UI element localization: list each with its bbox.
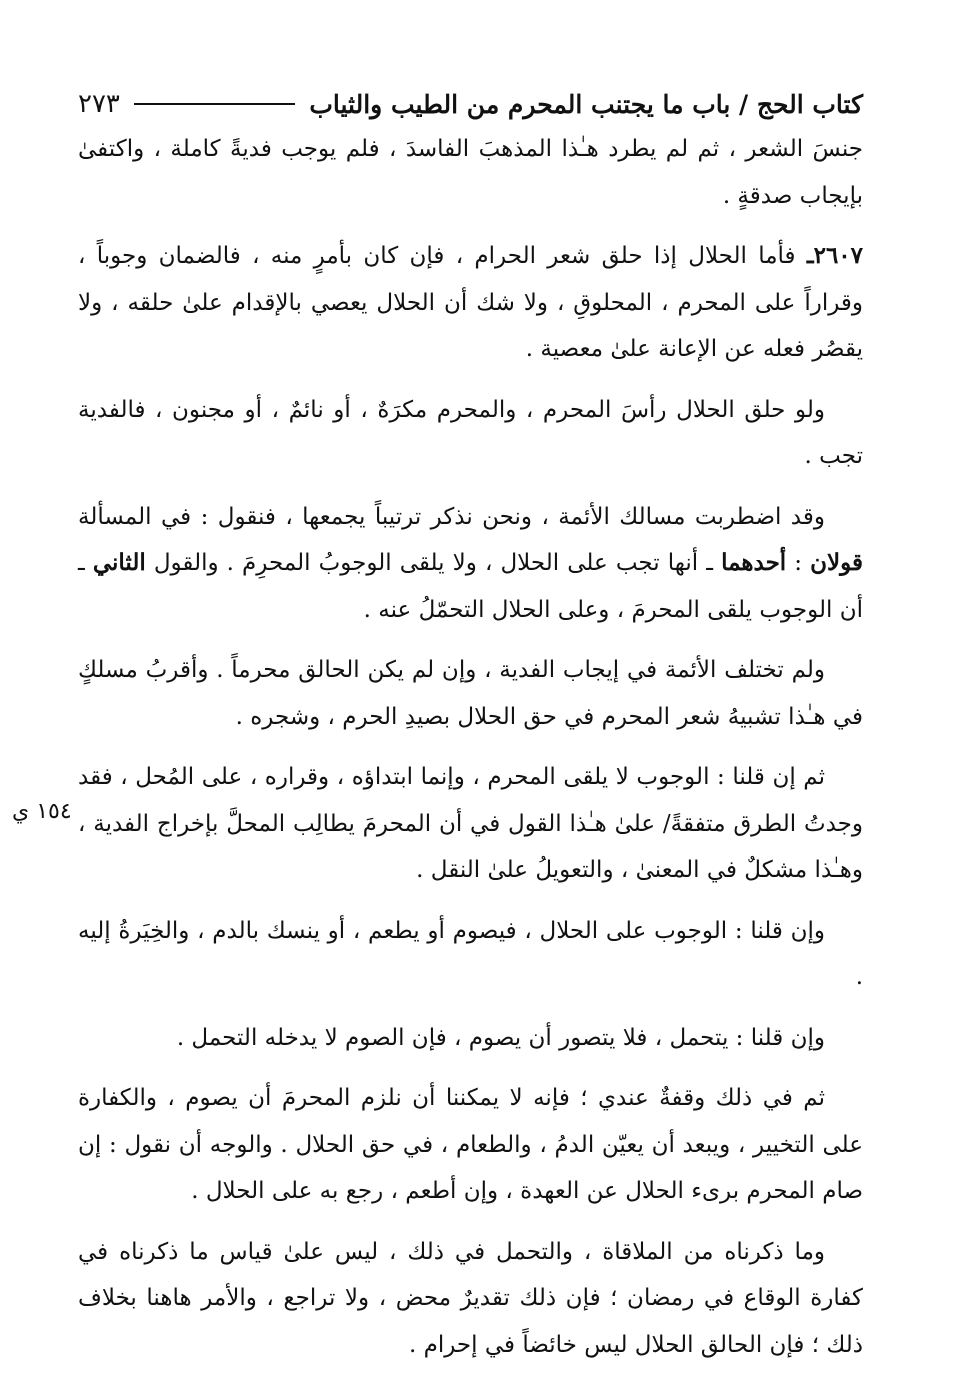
paragraph-4 (78, 494, 863, 634)
term-first: أحدهما (721, 549, 787, 576)
paragraph-9: ثم في ذلك وقفةٌ عندي ؛ فإنه لا يمكننا أن نلزم المحرمَ أن يصوم ، والكفارة على التخيير ، ويبعد أن يعيّن الدمُ ، والطعام ، في حق الحلال . والوجه أن نقول : إن صام المحرم برىء الحلال عن العهدة ، وإن أطعم ، رجع به على الحلال . (78, 1085, 863, 1204)
paragraph-6: ثم إن قلنا : الوجوب لا يلقى المحرم ، وإنما ابتداؤه ، وقراره ، على المُحل ، فقد وجدتُ الطرق متفقةً/ علىٰ هـٰذا القول في أن المحرمَ يطالِب المحلَّ بإخراج الفدية ، وهـٰذا مشكلٌ في المعنىٰ ، والتعويلُ علىٰ النقل . (78, 764, 863, 883)
paragraph-4-intro: وقد اضطربت مسالك الأئمة ، ونحن نذكر ترتيباً يجمعها ، فنقول : في المسألة (78, 503, 825, 530)
page-body (78, 126, 863, 1368)
paragraph-10: وما ذكرناه من الملاقاة ، والتحمل في ذلك ، ليس علىٰ قياس ما ذكرناه في كفارة الوقاع في رمضان ؛ فإن ذلك تقديرٌ محض ، ولا تراجع ، والأمر هاهنا بخلاف ذلك ؛ فإن الحالق الحلال ليس خائضاً في إحرام . (78, 1238, 863, 1358)
paragraph-2-text: فأما الحلال إذا حلق شعر الحرام ، فإن كان بأمرٍ منه ، فالضمان وجوباً ، وقراراً على المحرم ، المحلوقِ ، ولا شك أن الحلال يعصي بالإقدام علىٰ حلقه ، ولا يقصُر فعله عن الإعانة علىٰ معصية . (78, 243, 863, 362)
page-number: ٢٧٣ (78, 89, 120, 119)
running-header (78, 82, 863, 126)
paragraph-8: وإن قلنا : يتحمل ، فلا يتصور أن يصوم ، فإن الصوم لا يدخله التحمل . (176, 1024, 825, 1051)
paragraph-3: ولو حلق الحلال رأسَ المحرم ، والمحرم مكرَهٌ ، أو نائمٌ ، أو مجنون ، فالفدية تجب . (78, 396, 863, 469)
paragraph-4-colon: : (786, 550, 811, 576)
paragraph-4-mid: ـ أنها تجب على الحلال ، ولا يلقى الوجوبُ المحرِمَ . والقول (145, 550, 722, 576)
book-page (78, 82, 863, 1382)
paragraph-4-end: ـ أن الوجوب يلقى المحرمَ ، وعلى الحلال التحمّلُ عنه . (78, 550, 863, 623)
term-two-opinions: قولان (810, 549, 863, 576)
header-rule (134, 103, 295, 105)
margin-page-reference: ١٥٤ ي (12, 799, 72, 824)
term-second: الثاني (92, 549, 146, 576)
paragraph-5: ولم تختلف الأئمة في إيجاب الفدية ، وإن لم يكن الحالق محرماً . وأقربُ مسلكٍ في هـٰذا تشبيهُ شعر المحرم في حق الحلال بصيدِ الحرم ، وشجره . (78, 657, 863, 730)
paragraph-2 (78, 233, 863, 373)
paragraph-7: وإن قلنا : الوجوب على الحلال ، فيصوم أو يطعم ، أو ينسك بالدم ، والخِيَرةُ إليه . (78, 917, 863, 990)
paragraph-1: جنسَ الشعر ، ثم لم يطرد هـٰذا المذهبَ الفاسدَ ، فلم يوجب فديةً كاملة ، واكتفىٰ بإيجاب صدقةٍ . (78, 136, 863, 209)
running-title: كتاب الحج / باب ما يجتنب المحرم من الطيب والثياب (309, 89, 863, 119)
section-number: ٢٦٠٧ـ (806, 242, 864, 269)
